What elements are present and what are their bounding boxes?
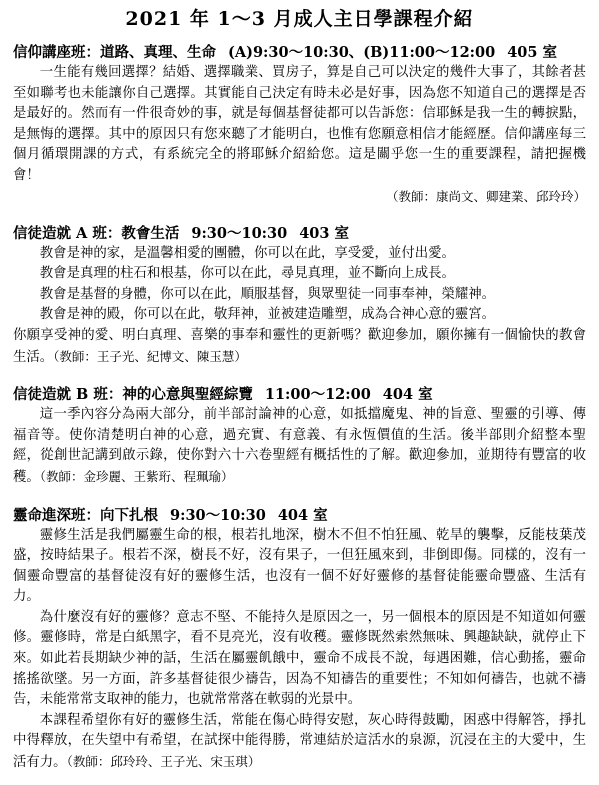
course-room: 405 室 bbox=[507, 44, 558, 61]
course-description: 靈修生活是我們屬靈生命的根，根若扎地深，樹木不但不怕狂風、乾旱的襲擊，反能枝葉茂盛，按時結果子。根若不深，樹長不好，沒有果子，一但狂風來到，非倒即傷。同樣的，沒有一個靈命豐富的基督徒沒有好的靈修生活，也沒有一個不好好靈修的基督徒能靈命豐盛、生活有力。 bbox=[13, 527, 586, 605]
course-line: 教會是神的殿，你可以在此，敬拜神，並被建造雕塑，成為合神心意的靈宮。 bbox=[39, 307, 496, 323]
course-heading bbox=[13, 384, 586, 405]
course-description-text: 這一季內容分為兩大部分，前半部討論神的心意，如抵擋魔鬼、神的旨意、聖靈的引導、傳福音等。使你清楚明白神的心意，過充實、有意義、有永恆價值的生活。後半部則介紹整本聖經，從創世記講到啟示錄，使你對六十六卷聖經有概括性的了解。歡迎參加，並期待有豐富的收穫。 bbox=[13, 407, 586, 485]
course-teachers: （教師：金珍麗、王紫珩、程珮瑜） bbox=[39, 468, 234, 484]
course-name: 信仰講座班：道路、真理、生命 bbox=[13, 44, 216, 61]
course-description: 一生能有幾回選擇？結婚、選擇職業、買房子，算是自己可以決定的幾件大事了，其餘者甚至如聯考也未能讓你自己選擇。其實能自己決定有時未必是好事，因為您不知道自己的選擇是否是最好的。然而有一件很奇妙的事，就是每個基督徒都可以告訴您：信耶穌是我一生的轉捩點，是無悔的選擇。其中的原因只有您來聽了才能明白，也惟有您願意相信才能經歷。信仰講座每三個月循環開課的方式，有系統完全的將耶穌介紹給您。這是關乎您一生的重要課程，請把握機會！ bbox=[13, 65, 586, 183]
course-teachers: （教師：康尚文、卿建業、邱玲玲） bbox=[385, 188, 586, 204]
course-heading bbox=[13, 505, 586, 526]
course-time: (A)9:30～10:30、(B)11:00～12:00 bbox=[228, 44, 496, 61]
course-spiritual-growth bbox=[13, 505, 586, 774]
page-title: 2021 年 1～3 月成人主日學課程介紹 bbox=[125, 8, 474, 30]
course-heading bbox=[13, 223, 586, 244]
course-room: 404 室 bbox=[382, 386, 433, 404]
course-discipleship-b bbox=[13, 384, 586, 488]
course-name: 信徒造就 A 班：教會生活 bbox=[13, 224, 180, 242]
course-faith-lecture bbox=[13, 42, 586, 207]
course-time: 9:30～10:30 bbox=[170, 506, 266, 524]
course-closing-text: 你願享受神的愛、明白真理、喜樂的事奉和靈性的更新嗎？歡迎參加，願你擁有一個愉快的教會生活。 bbox=[13, 327, 586, 365]
course-line: 教會是神的家，是溫馨相愛的團體，你可以在此，享受愛，並付出愛。 bbox=[39, 245, 455, 261]
course-heading bbox=[13, 42, 586, 63]
course-teachers: （教師：邱玲玲、王子光、宋玉琪） bbox=[66, 754, 261, 770]
course-name: 信徒造就 B 班：神的心意與聖經綜覽 bbox=[13, 386, 253, 404]
course-description: 為什麼沒有好的靈修？意志不堅、不能持久是原因之一，另一個根本的原因是不知道如何靈修。靈修時，常是白紙黑字，看不見亮光，沒有收穫。靈修既然索然無味、興趣缺缺，就停止下來。如此若長期缺少神的話，生活在屬靈飢餓中，靈命不成長不說，每遇困難，信心動搖，靈命搖搖欲墜。另一方面，許多基督徒很少禱告，因為不知禱告的重要性；不知如何禱告，也就不禱告，未能常常支取神的能力，也就常常落在軟弱的光景中。 bbox=[13, 609, 586, 708]
course-time: 11:00～12:00 bbox=[264, 386, 371, 404]
course-teachers: （教師：王子光、紀博文、陳玉慧） bbox=[53, 348, 247, 364]
course-line: 教會是真理的柱石和根基，你可以在此，尋見真理，並不斷向上成長。 bbox=[39, 266, 455, 282]
course-closing bbox=[13, 326, 586, 368]
course-room: 403 室 bbox=[299, 224, 350, 242]
course-description bbox=[13, 711, 586, 774]
course-description bbox=[13, 405, 586, 488]
course-line: 教會是基督的身體，你可以在此，順服基督，與眾聖徒一同事奉神，榮耀神。 bbox=[39, 286, 496, 302]
course-description-text: 本課程希望你有好的靈修生活，常能在傷心時得安慰，灰心時得鼓勵，困惑中得解答，掙扎中得釋放，在失望中有希望，在試探中能得勝，常連結於這活水的泉源，沉浸在主的大愛中，生活有力。 bbox=[13, 712, 586, 771]
course-name: 靈命進深班：向下扎根 bbox=[13, 506, 158, 524]
course-discipleship-a bbox=[13, 223, 586, 369]
course-time: 9:30～10:30 bbox=[191, 224, 288, 242]
course-room: 404 室 bbox=[277, 506, 328, 524]
